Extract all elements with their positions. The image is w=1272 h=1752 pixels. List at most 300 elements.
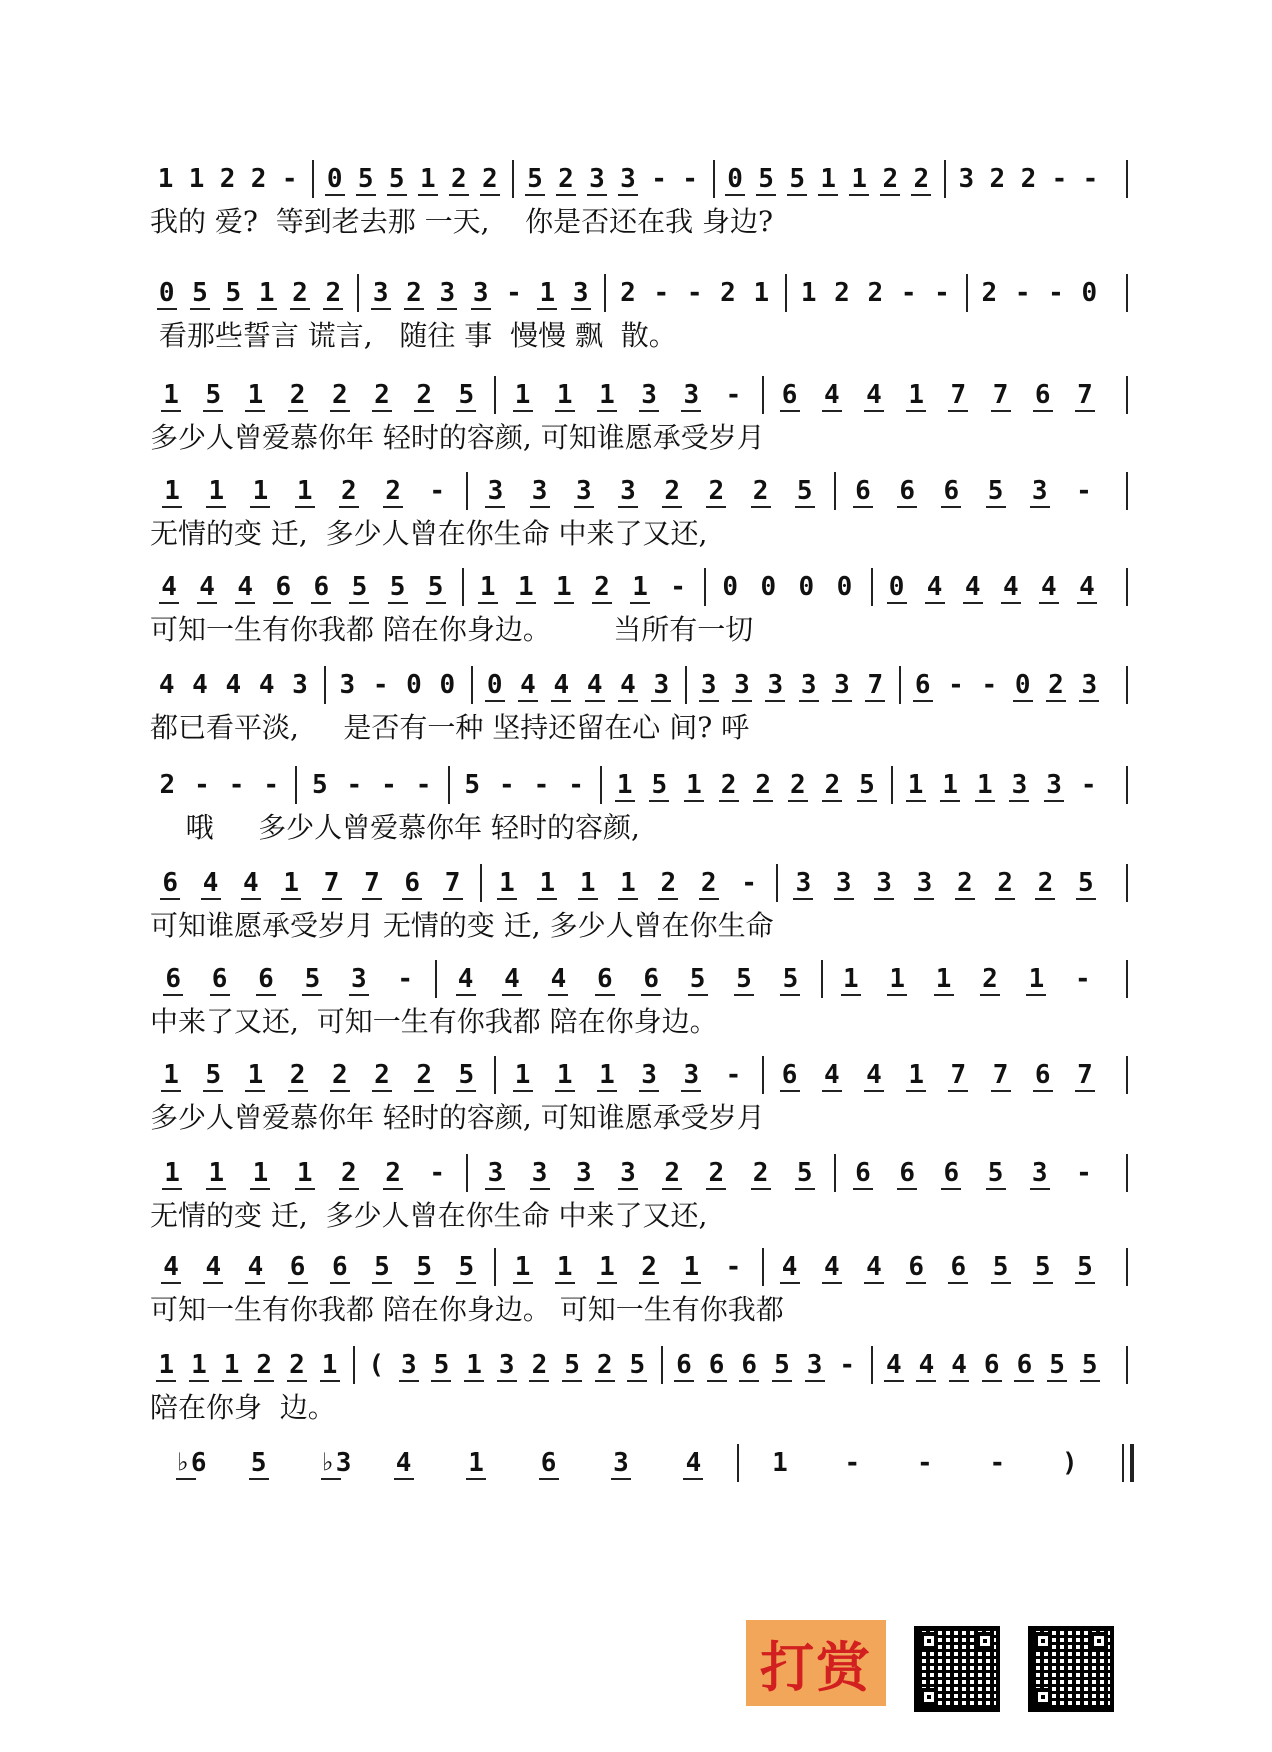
beam-line (1001, 602, 1021, 604)
beam-line (394, 1478, 414, 1480)
note: 4 (237, 572, 254, 602)
note: 3 (795, 868, 812, 898)
note: 4 (823, 380, 840, 410)
note: 1 (157, 164, 174, 194)
note: 4 (823, 1060, 840, 1090)
lyrics-line: 陪在你身 边。 (150, 1391, 336, 1424)
note: 5 (225, 278, 242, 308)
beam-line (235, 602, 255, 604)
note: 4 (823, 1252, 840, 1282)
beam-line (1033, 410, 1053, 412)
note: 2 (660, 868, 677, 898)
beam-line (322, 898, 342, 900)
note-line (150, 568, 1130, 606)
beam-line (795, 1188, 815, 1190)
beam-line (725, 194, 745, 196)
note: 1 (632, 572, 648, 602)
beam-line (753, 800, 773, 802)
note: 3 (487, 476, 504, 506)
beam-line (197, 602, 217, 604)
note: 2 (450, 164, 467, 194)
qr-code-icon (914, 1626, 1000, 1712)
beam-line (986, 1188, 1006, 1190)
note: 7 (323, 868, 340, 898)
note-line (150, 1444, 1130, 1482)
lyrics-line (150, 1488, 1130, 1524)
beam-line (618, 194, 638, 196)
beam-line (325, 194, 345, 196)
note: 3 (641, 1060, 657, 1090)
note-line (150, 1056, 1130, 1094)
beam-line (404, 308, 424, 310)
beam-line (478, 602, 498, 604)
beam-line (913, 700, 933, 702)
note: 2 (558, 164, 574, 194)
bar-line (462, 568, 464, 606)
beam-line (206, 506, 226, 508)
note: 1 (842, 964, 859, 994)
note: 1 (977, 770, 993, 800)
note: 5 (250, 1448, 267, 1478)
note: 3 (531, 476, 548, 506)
note: 4 (553, 670, 570, 700)
note: - (917, 1448, 933, 1478)
beam-line (914, 898, 934, 900)
note: 5 (774, 1350, 790, 1380)
note: 1 (683, 1252, 700, 1282)
beam-line (529, 1380, 549, 1382)
note: 5 (796, 1158, 813, 1188)
note: ( (368, 1350, 384, 1380)
note: 1 (514, 1060, 531, 1090)
beam-line (1075, 1090, 1095, 1092)
note: 3 (487, 1158, 504, 1188)
beam-line (551, 700, 571, 702)
beam-line (1075, 1282, 1095, 1284)
beam-line (525, 194, 545, 196)
beam-line (383, 506, 403, 508)
note: 5 (351, 572, 368, 602)
beam-line (948, 410, 968, 412)
beam-line (597, 1282, 617, 1284)
beam-line (1076, 898, 1096, 900)
note: 0 (1014, 670, 1031, 700)
note: 5 (527, 164, 543, 194)
note: 2 (867, 278, 884, 308)
note: 3 (641, 380, 657, 410)
beam-line (431, 1380, 451, 1382)
note: 6 (741, 1350, 758, 1380)
note: 6 (275, 572, 292, 602)
beam-line (203, 1282, 223, 1284)
beam-line (556, 194, 576, 196)
lyrics-line: 可知谁愿承受岁月 无情的变 迁, 多少人曾在你生命 (150, 909, 774, 942)
lyrics-line: 多少人曾爱慕你年 轻时的容颜, 可知谁愿承受岁月 (150, 421, 765, 454)
beam-line (991, 1282, 1011, 1284)
beam-line (906, 1090, 926, 1092)
beam-line (414, 410, 434, 412)
note: 1 (800, 278, 817, 308)
note: 2 (416, 380, 432, 410)
beam-line (456, 1282, 476, 1284)
note: 3 (767, 670, 784, 700)
note: - (653, 278, 670, 308)
beam-line (414, 1090, 434, 1092)
note: ♭3 (320, 1448, 352, 1478)
note: 3 (575, 476, 592, 506)
note: 1 (163, 380, 179, 410)
beam-line (780, 1282, 800, 1284)
note: 1 (851, 164, 868, 194)
bar-line (1126, 1248, 1128, 1286)
bar-line (480, 864, 482, 902)
beam-line (372, 1282, 392, 1284)
beam-line (456, 994, 476, 996)
note: 5 (388, 164, 405, 194)
beam-line (948, 1282, 968, 1284)
note: ♭6 (175, 1448, 207, 1478)
note: - (372, 670, 389, 700)
note: 5 (782, 964, 799, 994)
beam-line (734, 994, 754, 996)
beam-line (681, 1090, 701, 1092)
note: 2 (664, 476, 681, 506)
note: - (741, 868, 757, 898)
note: 2 (289, 1060, 306, 1090)
note: 0 (406, 670, 422, 700)
note: 6 (1016, 1350, 1033, 1380)
note: 2 (289, 1350, 305, 1380)
lyrics-line: 中来了又还, 可知一生有你我都 陪在你身边。 (150, 1005, 718, 1038)
note: 1 (556, 1060, 573, 1090)
note: 1 (907, 770, 924, 800)
beam-line (513, 410, 533, 412)
note: 5 (1081, 1350, 1098, 1380)
beam-line (311, 602, 331, 604)
bar-line (1126, 472, 1128, 510)
lyrics-line: 无情的变 迁, 多少人曾在你生命 中来了又还, (150, 1199, 708, 1232)
note: 5 (689, 964, 706, 994)
lyrics-line: 哦 多少人曾爱慕你年 轻时的容颜, (150, 811, 640, 844)
beam-line (295, 506, 315, 508)
note: 1 (164, 1158, 180, 1188)
note: 0 (1081, 278, 1098, 308)
note: - (1082, 164, 1099, 194)
beam-line (706, 1188, 726, 1190)
note: 7 (1077, 1060, 1093, 1090)
note: 4 (1041, 572, 1057, 602)
beam-line (497, 1380, 517, 1382)
note: 5 (789, 164, 805, 194)
beam-line (362, 898, 382, 900)
bar-line (737, 1444, 739, 1482)
note: 4 (457, 964, 474, 994)
note: ) (1061, 1448, 1078, 1478)
note: - (568, 770, 584, 800)
beam-line (780, 410, 800, 412)
beam-line (513, 1090, 533, 1092)
beam-line (502, 994, 522, 996)
note: 4 (202, 868, 219, 898)
beam-line (222, 1380, 242, 1382)
note: 4 (586, 670, 603, 700)
note: - (506, 278, 522, 308)
note-line (150, 864, 1130, 902)
note: 2 (1048, 670, 1064, 700)
note: 2 (374, 380, 390, 410)
note: 4 (918, 1350, 935, 1380)
note: 1 (208, 476, 225, 506)
note: 1 (252, 476, 269, 506)
note: 5 (992, 1252, 1009, 1282)
beam-line (853, 506, 873, 508)
note: 1 (191, 1350, 207, 1380)
beam-line (330, 1090, 350, 1092)
note: 5 (304, 964, 321, 994)
bar-line (1126, 568, 1128, 606)
beam-line (683, 1478, 703, 1480)
note: 2 (752, 476, 769, 506)
beam-line (925, 602, 945, 604)
beam-line (1033, 1282, 1053, 1284)
bar-line (685, 666, 687, 704)
note: 6 (943, 1158, 960, 1188)
beam-line (618, 506, 638, 508)
note: 7 (1077, 380, 1093, 410)
beam-line (751, 506, 771, 508)
beam-line (595, 994, 615, 996)
note: 6 (908, 1252, 924, 1282)
beam-line (456, 410, 476, 412)
note: 6 (943, 476, 960, 506)
bar-line (762, 1056, 764, 1094)
lyrics-line: 我的 爱? 等到老去那 一天, 你是否还在我 身边? (150, 205, 774, 238)
note: 1 (479, 572, 496, 602)
beam-line (627, 1380, 647, 1382)
beam-line (471, 308, 491, 310)
note: 2 (956, 868, 973, 898)
bar-line (435, 960, 437, 998)
note: - (1048, 278, 1064, 308)
note: 3 (498, 1350, 515, 1380)
note: 3 (339, 670, 356, 700)
note: 6 (950, 1252, 967, 1282)
beam-line (611, 1478, 631, 1480)
note: 2 (664, 1158, 681, 1188)
note: 1 (908, 1060, 924, 1090)
note: 0 (722, 572, 739, 602)
beam-line (592, 602, 612, 604)
note-line (150, 666, 1130, 704)
note: 1 (283, 868, 300, 898)
bar-line (776, 864, 778, 902)
beam-line (765, 700, 785, 702)
note: 2 (755, 770, 771, 800)
lyrics-line: 无情的变 迁, 多少人曾在你生命 中来了又还, (150, 517, 708, 550)
note: 1 (247, 1060, 264, 1090)
note: - (725, 380, 742, 410)
beam-line (554, 602, 574, 604)
note: - (948, 670, 964, 700)
note: 4 (685, 1448, 702, 1478)
beam-line (1030, 506, 1050, 508)
note: 5 (1049, 1350, 1065, 1380)
note: 2 (219, 164, 236, 194)
beam-line (864, 1282, 884, 1284)
note: 3 (958, 164, 975, 194)
note: 6 (676, 1350, 692, 1380)
note: 5 (987, 476, 1004, 506)
note: 4 (620, 670, 636, 700)
beam-line (719, 800, 739, 802)
beam-line (630, 602, 650, 604)
note: 1 (163, 1060, 179, 1090)
beam-line (618, 700, 638, 702)
beam-line (281, 898, 301, 900)
beam-line (302, 994, 322, 996)
beam-line (330, 410, 350, 412)
note: 1 (247, 380, 264, 410)
beam-line (991, 1090, 1011, 1092)
note: 6 (855, 476, 871, 506)
note: - (1074, 964, 1091, 994)
note: 5 (1034, 1252, 1051, 1282)
beam-line (799, 700, 819, 702)
note: - (989, 1448, 1006, 1478)
bar-line (704, 568, 706, 606)
beam-line (1077, 602, 1097, 604)
note-line (150, 160, 1130, 198)
note: 3 (834, 670, 850, 700)
beam-line (273, 602, 293, 604)
beam-line (906, 410, 926, 412)
note: 0 (888, 572, 905, 602)
note: 6 (258, 964, 274, 994)
note: 3 (1011, 770, 1028, 800)
beam-line (986, 506, 1006, 508)
lyrics-line: 可知一生有你我都 陪在你身边。 可知一生有你我都 (150, 1293, 784, 1326)
beam-line (418, 194, 438, 196)
note: 2 (159, 770, 176, 800)
beam-line (256, 994, 276, 996)
beam-line (383, 1188, 403, 1190)
beam-line (288, 1282, 308, 1284)
beam-line (980, 994, 1000, 996)
beam-line (772, 1380, 792, 1382)
beam-line (639, 410, 659, 412)
note: 7 (950, 1060, 967, 1090)
beam-line (864, 410, 884, 412)
beam-line (906, 800, 926, 802)
beam-line (941, 506, 961, 508)
note: 3 (800, 670, 817, 700)
note-line (150, 472, 1130, 510)
beam-line (1046, 700, 1066, 702)
note: 6 (596, 964, 613, 994)
bar-line (871, 1346, 873, 1384)
beam-line (955, 898, 975, 900)
beam-line (349, 602, 369, 604)
note: - (281, 164, 298, 194)
beam-line (795, 506, 815, 508)
note: 1 (296, 1158, 313, 1188)
beam-line (684, 800, 704, 802)
beam-line (884, 1380, 904, 1382)
bar-line (834, 1154, 836, 1192)
beam-line (414, 1282, 434, 1284)
note: - (934, 278, 950, 308)
note: 2 (1037, 868, 1054, 898)
note-line (150, 766, 1130, 804)
note: - (981, 670, 998, 700)
note: 2 (374, 1060, 390, 1090)
note: - (194, 770, 210, 800)
bar-line (821, 960, 823, 998)
beam-line (822, 410, 842, 412)
bar-line (324, 666, 326, 704)
beam-line (822, 1282, 842, 1284)
note: 6 (313, 572, 330, 602)
bar-line (494, 376, 496, 414)
bar-line (713, 160, 715, 198)
beam-line (250, 1188, 270, 1190)
note: 5 (458, 380, 475, 410)
beam-line (1035, 898, 1055, 900)
bar-line (1126, 376, 1128, 414)
note: 1 (599, 1252, 615, 1282)
beam-line (548, 994, 568, 996)
note: 4 (504, 964, 520, 994)
note: 4 (205, 1252, 222, 1282)
beam-line (975, 800, 995, 802)
note: 6 (914, 670, 931, 700)
beam-line (991, 410, 1011, 412)
beam-line (571, 308, 591, 310)
note: 3 (589, 164, 605, 194)
note: 4 (199, 572, 215, 602)
beam-line (518, 700, 538, 702)
note: 1 (419, 164, 436, 194)
bar-line (899, 666, 901, 704)
beam-line (160, 898, 180, 900)
reward-button[interactable] (746, 1620, 886, 1706)
beam-line (339, 1188, 359, 1190)
beam-line (849, 194, 869, 196)
bar-line (1126, 766, 1128, 804)
bar-line (1126, 666, 1128, 704)
beam-line (822, 1090, 842, 1092)
note: 2 (531, 1350, 548, 1380)
beam-line (530, 506, 550, 508)
note: 2 (620, 278, 636, 308)
bar-line (785, 274, 787, 312)
note: 1 (820, 164, 837, 194)
note: 3 (620, 1158, 636, 1188)
note: 7 (950, 380, 967, 410)
bar-line (661, 1346, 663, 1384)
note: 4 (258, 670, 275, 700)
beam-line (618, 898, 638, 900)
note: 1 (164, 476, 180, 506)
note: 5 (651, 770, 668, 800)
note: - (670, 572, 686, 602)
note: 3 (575, 1158, 592, 1188)
note: 2 (325, 278, 342, 308)
beam-line (1013, 700, 1033, 702)
beam-line (161, 410, 181, 412)
qr-code-icon (1028, 1626, 1114, 1712)
beam-line (437, 308, 457, 310)
